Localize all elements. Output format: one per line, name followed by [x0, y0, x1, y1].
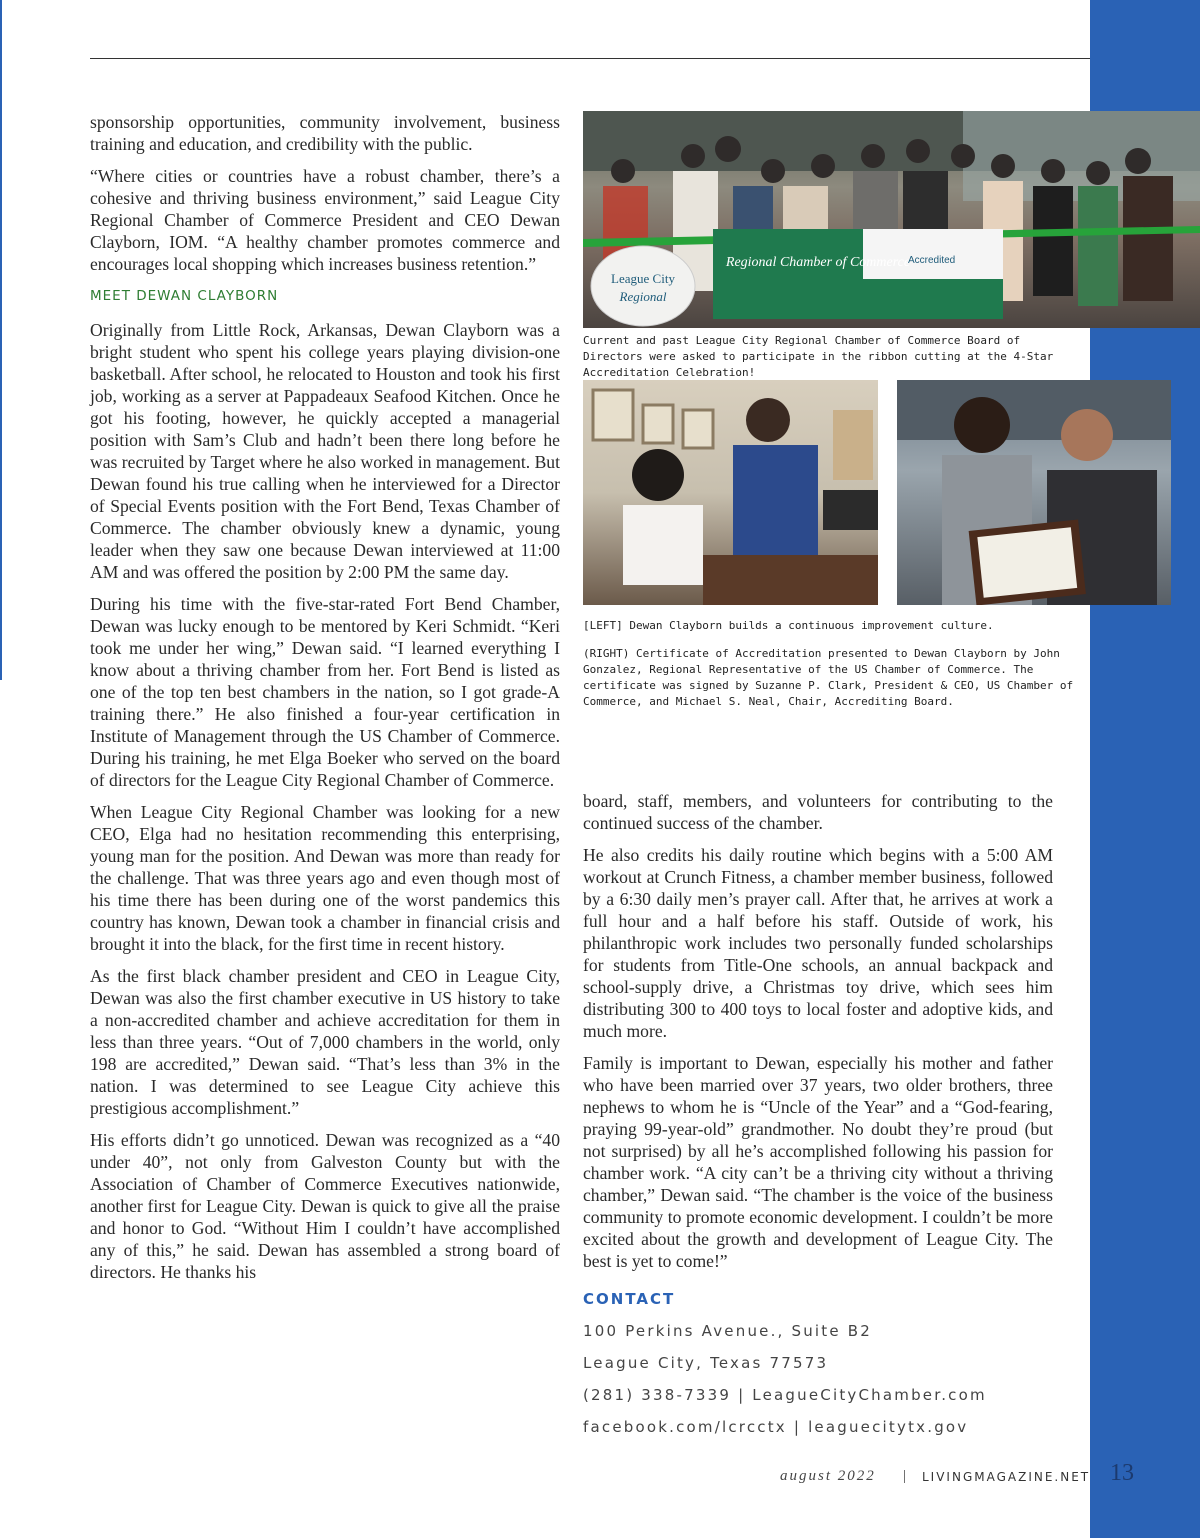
ribbon-cutting-photo	[583, 111, 1200, 328]
page-number: 13	[1110, 1460, 1134, 1486]
ribbon-cutting-illustration	[583, 111, 1200, 328]
contact-heading: CONTACT	[583, 1290, 676, 1308]
footer-date: august 2022	[780, 1468, 876, 1484]
photo-caption-right: (RIGHT) Certificate of Accreditation presented to Dewan Clayborn by John Gonzalez, Regional Representative of the US Chamber of Commerce. The certificate was signed by Suzanne P. Clark, President & CEO, US Chamber of Commerce, and Michael S. Neal, Chair, Accrediting Board.	[583, 647, 1074, 708]
certificate-illustration	[897, 380, 1171, 605]
desk-illustration	[583, 380, 878, 605]
top-rule	[90, 58, 1090, 59]
ribbon-sign-text-bottom: Regional	[619, 289, 667, 304]
paragraph: Originally from Little Rock, Arkansas, Dewan Clayborn was a bright student who spent his college years playing division-one basketball. After school, he relocated to Houston and took his first job, working as a server at Pappadeaux Seafood Kitchen. Once he got his footing, however, he quickly accepted a managerial position with Sam’s Club and hadn’t been there long before he was recruited by Target where he also worked in management. But Dewan found his true calling when he interviewed for a Director of Special Events position with the Fort Bend, Texas Chamber of Commerce. The chamber obviously knew a dynamic, young leader when they saw one because Dewan interviewed at 11:00 AM and was offered the position by 2:00 PM the same day.	[90, 320, 560, 582]
paragraph: During his time with the five-star-rated Fort Bend Chamber, Dewan was lucky enough to be mentored by Keri Schmidt. “Keri took me under her wing,” Dewan said. “I learned everything I know about a thriving chamber from her. Fort Bend is listed as one of the top ten best chambers in the nation, so I got grade-A training there.” He also finished a four-year certification in Institute of Management through the US Chamber of Commerce. During his training, he met Elga Boeker who served on the board of directors for the League City Regional Chamber of Commerce.	[90, 594, 560, 790]
right-article-column	[583, 790, 1053, 1448]
desk-photo	[583, 380, 878, 605]
contact-social-website: facebook.com/lcrcctx | leaguecitytx.gov	[583, 1418, 969, 1436]
footer-separator: |	[903, 1468, 907, 1484]
paragraph: Family is important to Dewan, especially his mother and father who have been married over 37 years, two older brothers, three nephews to whom he is “Uncle of the Year” and a “God-fearing, praying 99-year-old” grandmother. No doubt they’re proud (but not surprised) by all he’s accomplished following his passion for chamber work. “A city can’t be a thriving city without a thriving chamber,” Dewan said. “The chamber is the voice of the business community to promote economic development. I couldn’t be more excited about the growth and development of League City. The best is yet to come!”	[583, 1053, 1053, 1271]
photo-caption-left: [LEFT] Dewan Clayborn builds a continuous improvement culture.	[583, 619, 994, 632]
footer-site: LIVINGMAGAZINE.NET	[922, 1470, 1091, 1484]
paragraph: When League City Regional Chamber was looking for a new CEO, Elga had no hesitation recommending this enterprising, young man for the position. And Dewan was more than ready for the challenge. That was three years ago and even though most of his time there has been during one of the worst pandemics this country has known, Dewan took a chamber in financial crisis and brought it into the black, for the first time in recent history.	[90, 802, 560, 954]
paragraph: board, staff, members, and volunteers for contributing to the continued success of the chamber.	[583, 791, 1053, 833]
paragraph: sponsorship opportunities, community involvement, business training and education, and credibility with the public.	[90, 112, 560, 154]
left-article-column	[90, 111, 560, 1293]
ribbon-banner-text: Regional Chamber of Commerce	[725, 255, 911, 270]
left-edge-accent	[0, 0, 2, 680]
contact-phone-website: (281) 338-7339 | LeagueCityChamber.com	[583, 1386, 987, 1404]
paragraph: “Where cities or countries have a robust chamber, there’s a cohesive and thriving business environment,” said League City Regional Chamber of Commerce President and CEO Dewan Clayborn, IOM. “A healthy chamber promotes commerce and encourages local shopping which increases business retention.”	[90, 166, 560, 274]
section-subhead: MEET DEWAN CLAYBORN	[90, 288, 279, 304]
contact-address-line1: 100 Perkins Avenue., Suite B2	[583, 1322, 872, 1340]
ribbon-accredited-text: Accredited	[908, 255, 956, 266]
photo-caption-top: Current and past League City Regional Chamber of Commerce Board of Directors were asked to participate in the ribbon cutting at the 4-Star Accreditation Celebration!	[583, 334, 1054, 379]
paragraph: His efforts didn’t go unnoticed. Dewan was recognized as a “40 under 40”, not only from Galveston County but with the Association of Chamber of Commerce Executives nationwide, another first for League City. Dewan is quick to give all the praise and honor to God. “Without Him I couldn’t have accomplished any of this,” he said. Dewan has assembled a strong board of directors. He thanks his	[90, 1130, 560, 1282]
paragraph: He also credits his daily routine which begins with a 5:00 AM workout at Crunch Fitness, a chamber member business, followed by a 6:30 daily men’s prayer call. After that, he arrives at work a full hour and a half before his staff. Outside of work, his philanthropic work includes two personally funded scholarships for students from Title-One schools, an annual backpack and school-supply drive, a Christmas toy drive, which sees him distributing 300 to 400 toys to local foster and adoptive kids, and much more.	[583, 845, 1053, 1041]
ribbon-sign-text-top: League City	[611, 271, 675, 286]
contact-address-line2: League City, Texas 77573	[583, 1354, 829, 1372]
paragraph: As the first black chamber president and CEO in League City, Dewan was also the first chamber executive in US history to take a non-accredited chamber and achieve accreditation for them in less than three years. “Out of 7,000 chambers in the world, only 198 are accredited,” Dewan said. “That’s less than 3% in the nation. I was determined to see League City achieve this prestigious accomplishment.”	[90, 966, 560, 1118]
certificate-photo	[897, 380, 1171, 605]
